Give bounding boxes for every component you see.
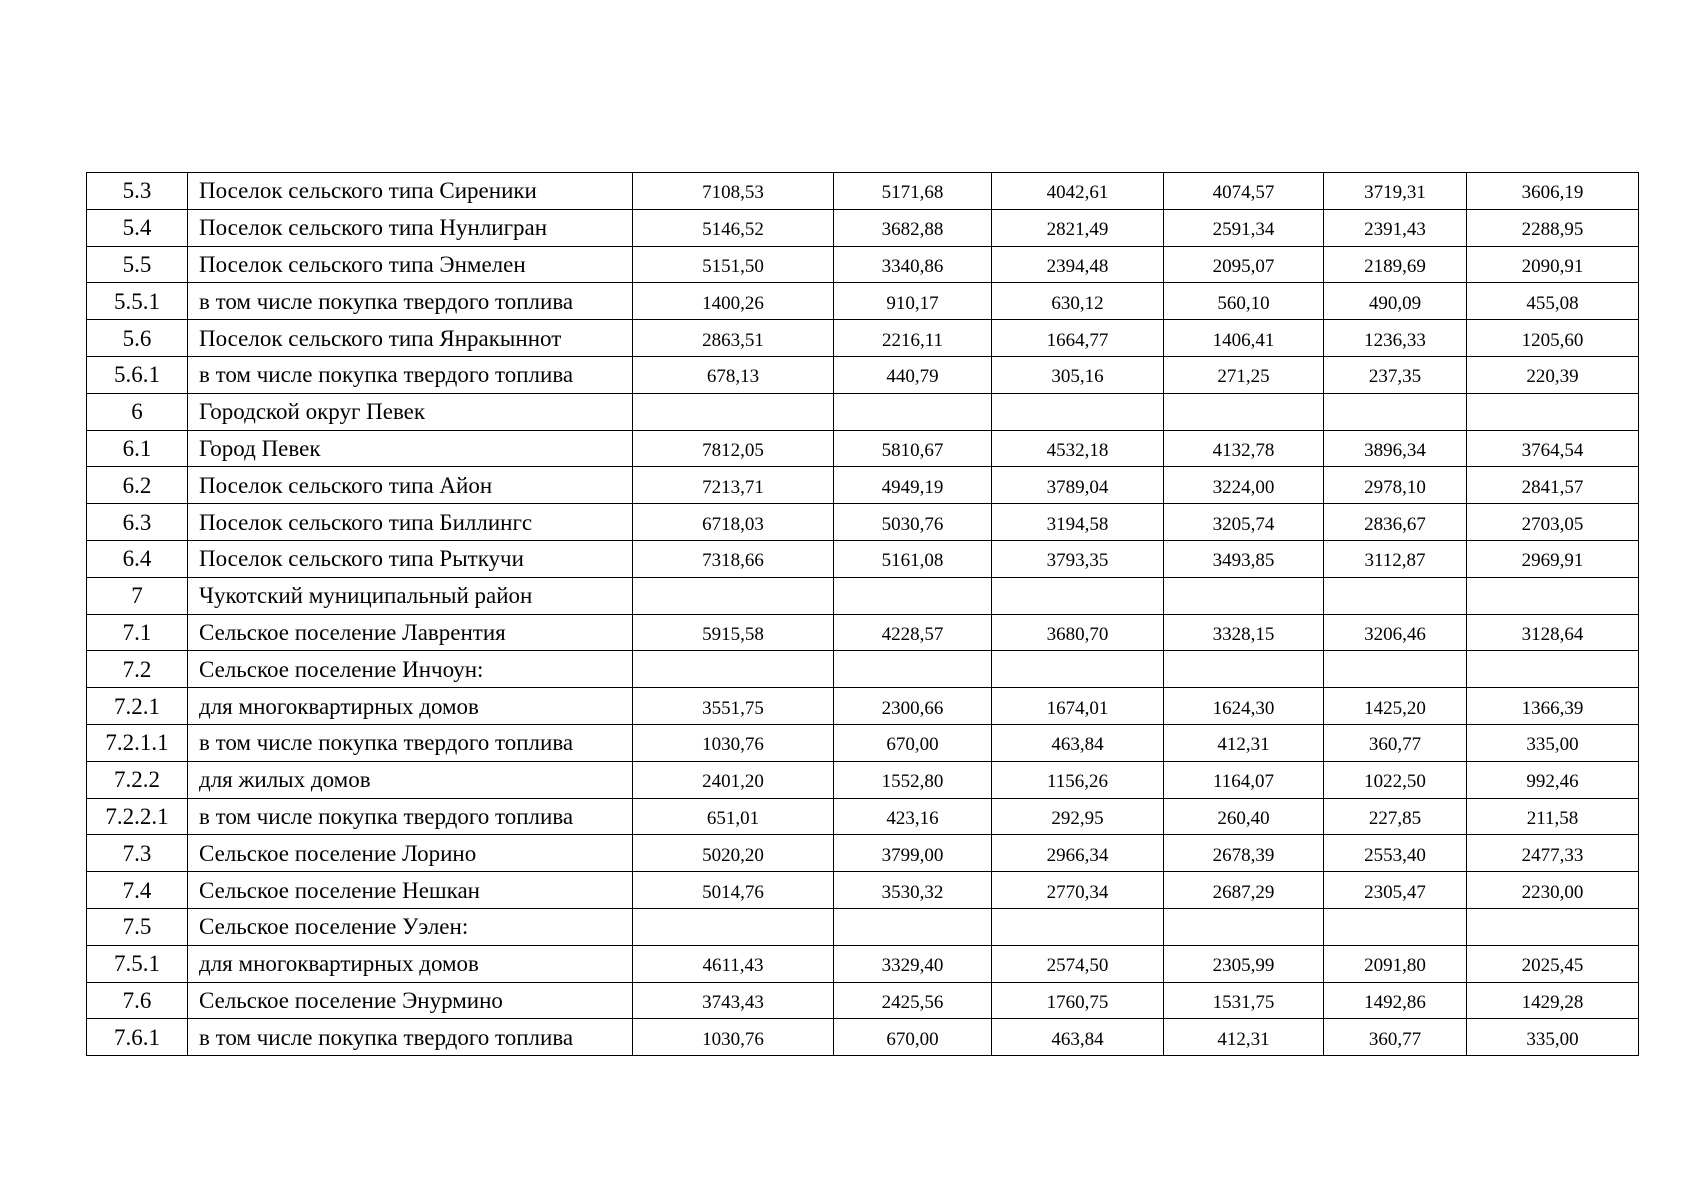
table-row	[87, 688, 1639, 725]
row-name-cell: Поселок сельского типа Энмелен	[188, 246, 633, 283]
value-cell-2: 5171,68	[834, 173, 992, 210]
value-cell-5: 2553,40	[1324, 835, 1467, 872]
row-name-cell: Сельское поселение Инчоун:	[188, 651, 633, 688]
value-cell-4: 260,40	[1164, 798, 1324, 835]
row-name-cell: Сельское поселение Уэлен:	[188, 908, 633, 945]
row-number-cell: 5.5	[87, 246, 188, 283]
value-cell-4	[1164, 651, 1324, 688]
row-number-cell: 7	[87, 577, 188, 614]
table-row	[87, 320, 1639, 357]
row-name-cell: Сельское поселение Лорино	[188, 835, 633, 872]
value-cell-5: 2391,43	[1324, 209, 1467, 246]
value-cell-4: 1531,75	[1164, 982, 1324, 1019]
value-cell-2: 423,16	[834, 798, 992, 835]
value-cell-6: 992,46	[1467, 761, 1639, 798]
table-row	[87, 356, 1639, 393]
value-cell-2: 4228,57	[834, 614, 992, 651]
value-cell-2	[834, 393, 992, 430]
value-cell-2: 670,00	[834, 724, 992, 761]
value-cell-6: 2969,91	[1467, 540, 1639, 577]
value-cell-5: 360,77	[1324, 724, 1467, 761]
value-cell-1: 3743,43	[633, 982, 834, 1019]
table-row	[87, 430, 1639, 467]
value-cell-5: 3112,87	[1324, 540, 1467, 577]
value-cell-3: 463,84	[992, 1019, 1164, 1056]
value-cell-1: 1030,76	[633, 1019, 834, 1056]
value-cell-6: 1366,39	[1467, 688, 1639, 725]
value-cell-2	[834, 908, 992, 945]
value-cell-2	[834, 651, 992, 688]
row-name-cell: для жилых домов	[188, 761, 633, 798]
value-cell-4: 2305,99	[1164, 945, 1324, 982]
value-cell-4: 3224,00	[1164, 467, 1324, 504]
value-cell-1: 651,01	[633, 798, 834, 835]
value-cell-4: 1624,30	[1164, 688, 1324, 725]
row-number-cell: 5.4	[87, 209, 188, 246]
table-row	[87, 724, 1639, 761]
row-name-cell: Город Певек	[188, 430, 633, 467]
value-cell-5	[1324, 908, 1467, 945]
value-cell-4: 3493,85	[1164, 540, 1324, 577]
value-cell-6: 1205,60	[1467, 320, 1639, 357]
row-number-cell: 7.5	[87, 908, 188, 945]
row-name-cell: Городской округ Певек	[188, 393, 633, 430]
value-cell-4: 412,31	[1164, 724, 1324, 761]
value-cell-6: 3128,64	[1467, 614, 1639, 651]
value-cell-5: 1022,50	[1324, 761, 1467, 798]
value-cell-2: 3799,00	[834, 835, 992, 872]
value-cell-1: 7812,05	[633, 430, 834, 467]
row-name-cell: Поселок сельского типа Янракыннот	[188, 320, 633, 357]
value-cell-1: 1400,26	[633, 283, 834, 320]
value-cell-2: 3340,86	[834, 246, 992, 283]
value-cell-6	[1467, 651, 1639, 688]
value-cell-4: 2687,29	[1164, 872, 1324, 909]
row-number-cell: 7.2.1.1	[87, 724, 188, 761]
table-row	[87, 246, 1639, 283]
value-cell-4	[1164, 577, 1324, 614]
value-cell-3: 2821,49	[992, 209, 1164, 246]
value-cell-4: 2678,39	[1164, 835, 1324, 872]
value-cell-2: 440,79	[834, 356, 992, 393]
value-cell-2: 2425,56	[834, 982, 992, 1019]
table-row	[87, 540, 1639, 577]
value-cell-2: 3530,32	[834, 872, 992, 909]
value-cell-1: 5146,52	[633, 209, 834, 246]
value-cell-5: 490,09	[1324, 283, 1467, 320]
value-cell-3: 2394,48	[992, 246, 1164, 283]
table-row	[87, 1019, 1639, 1056]
value-cell-3: 2966,34	[992, 835, 1164, 872]
row-number-cell: 7.5.1	[87, 945, 188, 982]
value-cell-2: 4949,19	[834, 467, 992, 504]
row-number-cell: 6	[87, 393, 188, 430]
row-number-cell: 5.5.1	[87, 283, 188, 320]
value-cell-5: 360,77	[1324, 1019, 1467, 1056]
table-row	[87, 504, 1639, 541]
row-name-cell: в том числе покупка твердого топлива	[188, 1019, 633, 1056]
row-name-cell: Поселок сельского типа Айон	[188, 467, 633, 504]
table-row	[87, 467, 1639, 504]
value-cell-3: 1760,75	[992, 982, 1164, 1019]
row-number-cell: 7.1	[87, 614, 188, 651]
value-cell-4: 3205,74	[1164, 504, 1324, 541]
row-number-cell: 7.3	[87, 835, 188, 872]
table-row	[87, 209, 1639, 246]
row-number-cell: 7.6	[87, 982, 188, 1019]
value-cell-6	[1467, 577, 1639, 614]
value-cell-6: 2703,05	[1467, 504, 1639, 541]
value-cell-6: 3606,19	[1467, 173, 1639, 210]
row-number-cell: 7.2	[87, 651, 188, 688]
value-cell-2: 3682,88	[834, 209, 992, 246]
value-cell-6: 220,39	[1467, 356, 1639, 393]
table-row	[87, 173, 1639, 210]
value-cell-6: 2090,91	[1467, 246, 1639, 283]
value-cell-1: 1030,76	[633, 724, 834, 761]
value-cell-3	[992, 393, 1164, 430]
table-row	[87, 614, 1639, 651]
row-name-cell: Поселок сельского типа Биллингс	[188, 504, 633, 541]
value-cell-6: 2230,00	[1467, 872, 1639, 909]
value-cell-6: 2025,45	[1467, 945, 1639, 982]
value-cell-6	[1467, 908, 1639, 945]
value-cell-1	[633, 908, 834, 945]
row-number-cell: 7.6.1	[87, 1019, 188, 1056]
value-cell-5: 237,35	[1324, 356, 1467, 393]
value-cell-1: 7213,71	[633, 467, 834, 504]
value-cell-3: 1664,77	[992, 320, 1164, 357]
value-cell-1: 5151,50	[633, 246, 834, 283]
row-number-cell: 7.2.1	[87, 688, 188, 725]
value-cell-4: 2095,07	[1164, 246, 1324, 283]
value-cell-1: 7318,66	[633, 540, 834, 577]
value-cell-2: 5810,67	[834, 430, 992, 467]
row-number-cell: 5.6.1	[87, 356, 188, 393]
value-cell-5: 227,85	[1324, 798, 1467, 835]
row-name-cell: Чукотский муниципальный район	[188, 577, 633, 614]
value-cell-3: 4532,18	[992, 430, 1164, 467]
value-cell-4: 1164,07	[1164, 761, 1324, 798]
value-cell-3: 463,84	[992, 724, 1164, 761]
row-number-cell: 6.4	[87, 540, 188, 577]
value-cell-5: 1492,86	[1324, 982, 1467, 1019]
value-cell-1: 6718,03	[633, 504, 834, 541]
table-row	[87, 651, 1639, 688]
value-cell-4: 3328,15	[1164, 614, 1324, 651]
value-cell-3: 630,12	[992, 283, 1164, 320]
table-row	[87, 945, 1639, 982]
value-cell-3: 4042,61	[992, 173, 1164, 210]
value-cell-1: 5915,58	[633, 614, 834, 651]
value-cell-5	[1324, 651, 1467, 688]
row-name-cell: для многоквартирных домов	[188, 945, 633, 982]
value-cell-3: 292,95	[992, 798, 1164, 835]
row-name-cell: Поселок сельского типа Рыткучи	[188, 540, 633, 577]
row-name-cell: Сельское поселение Нешкан	[188, 872, 633, 909]
value-cell-4: 560,10	[1164, 283, 1324, 320]
value-cell-2: 3329,40	[834, 945, 992, 982]
row-name-cell: Сельское поселение Лаврентия	[188, 614, 633, 651]
row-number-cell: 6.2	[87, 467, 188, 504]
table-row	[87, 393, 1639, 430]
row-name-cell: в том числе покупка твердого топлива	[188, 356, 633, 393]
value-cell-4	[1164, 908, 1324, 945]
value-cell-3: 3789,04	[992, 467, 1164, 504]
value-cell-4: 412,31	[1164, 1019, 1324, 1056]
value-cell-1: 2401,20	[633, 761, 834, 798]
value-cell-1: 5014,76	[633, 872, 834, 909]
table-row	[87, 872, 1639, 909]
row-number-cell: 5.3	[87, 173, 188, 210]
value-cell-5: 2091,80	[1324, 945, 1467, 982]
value-cell-2: 1552,80	[834, 761, 992, 798]
row-name-cell: для многоквартирных домов	[188, 688, 633, 725]
value-cell-2: 670,00	[834, 1019, 992, 1056]
value-cell-3	[992, 908, 1164, 945]
value-cell-4: 2591,34	[1164, 209, 1324, 246]
value-cell-1	[633, 393, 834, 430]
value-cell-6: 455,08	[1467, 283, 1639, 320]
value-cell-3	[992, 651, 1164, 688]
table-row	[87, 835, 1639, 872]
value-cell-6: 1429,28	[1467, 982, 1639, 1019]
value-cell-2: 5030,76	[834, 504, 992, 541]
value-cell-1: 3551,75	[633, 688, 834, 725]
value-cell-6: 2477,33	[1467, 835, 1639, 872]
row-number-cell: 6.3	[87, 504, 188, 541]
value-cell-4: 271,25	[1164, 356, 1324, 393]
table-body	[87, 173, 1639, 1056]
value-cell-6	[1467, 393, 1639, 430]
row-number-cell: 6.1	[87, 430, 188, 467]
value-cell-6: 2288,95	[1467, 209, 1639, 246]
value-cell-3	[992, 577, 1164, 614]
value-cell-4: 1406,41	[1164, 320, 1324, 357]
value-cell-2: 2216,11	[834, 320, 992, 357]
value-cell-1: 7108,53	[633, 173, 834, 210]
value-cell-3: 2574,50	[992, 945, 1164, 982]
value-cell-1	[633, 577, 834, 614]
table-row	[87, 577, 1639, 614]
value-cell-4: 4132,78	[1164, 430, 1324, 467]
value-cell-5	[1324, 577, 1467, 614]
row-name-cell: Поселок сельского типа Сиреники	[188, 173, 633, 210]
row-name-cell: в том числе покупка твердого топлива	[188, 798, 633, 835]
table-row	[87, 798, 1639, 835]
value-cell-5: 3206,46	[1324, 614, 1467, 651]
value-cell-5: 1425,20	[1324, 688, 1467, 725]
value-cell-6: 335,00	[1467, 724, 1639, 761]
value-cell-3: 305,16	[992, 356, 1164, 393]
value-cell-3: 3194,58	[992, 504, 1164, 541]
row-number-cell: 7.2.2.1	[87, 798, 188, 835]
value-cell-2: 910,17	[834, 283, 992, 320]
row-number-cell: 7.2.2	[87, 761, 188, 798]
value-cell-1: 678,13	[633, 356, 834, 393]
row-name-cell: в том числе покупка твердого топлива	[188, 724, 633, 761]
value-cell-5: 3719,31	[1324, 173, 1467, 210]
value-cell-5	[1324, 393, 1467, 430]
table-row	[87, 761, 1639, 798]
value-cell-3: 3793,35	[992, 540, 1164, 577]
row-name-cell: Сельское поселение Энурмино	[188, 982, 633, 1019]
value-cell-4: 4074,57	[1164, 173, 1324, 210]
table-row	[87, 283, 1639, 320]
value-cell-5: 1236,33	[1324, 320, 1467, 357]
value-cell-6: 3764,54	[1467, 430, 1639, 467]
tariff-table	[86, 172, 1639, 1056]
row-name-cell: Поселок сельского типа Нунлигран	[188, 209, 633, 246]
value-cell-2: 2300,66	[834, 688, 992, 725]
value-cell-2: 5161,08	[834, 540, 992, 577]
value-cell-6: 335,00	[1467, 1019, 1639, 1056]
value-cell-6: 211,58	[1467, 798, 1639, 835]
value-cell-1: 5020,20	[633, 835, 834, 872]
value-cell-5: 2978,10	[1324, 467, 1467, 504]
value-cell-5: 2305,47	[1324, 872, 1467, 909]
value-cell-1: 2863,51	[633, 320, 834, 357]
value-cell-3: 2770,34	[992, 872, 1164, 909]
value-cell-4	[1164, 393, 1324, 430]
row-number-cell: 5.6	[87, 320, 188, 357]
value-cell-1: 4611,43	[633, 945, 834, 982]
value-cell-6: 2841,57	[1467, 467, 1639, 504]
row-number-cell: 7.4	[87, 872, 188, 909]
value-cell-3: 1674,01	[992, 688, 1164, 725]
value-cell-5: 2189,69	[1324, 246, 1467, 283]
value-cell-2	[834, 577, 992, 614]
row-name-cell: в том числе покупка твердого топлива	[188, 283, 633, 320]
value-cell-5: 2836,67	[1324, 504, 1467, 541]
table-row	[87, 982, 1639, 1019]
value-cell-3: 1156,26	[992, 761, 1164, 798]
value-cell-5: 3896,34	[1324, 430, 1467, 467]
table-row	[87, 908, 1639, 945]
value-cell-3: 3680,70	[992, 614, 1164, 651]
value-cell-1	[633, 651, 834, 688]
